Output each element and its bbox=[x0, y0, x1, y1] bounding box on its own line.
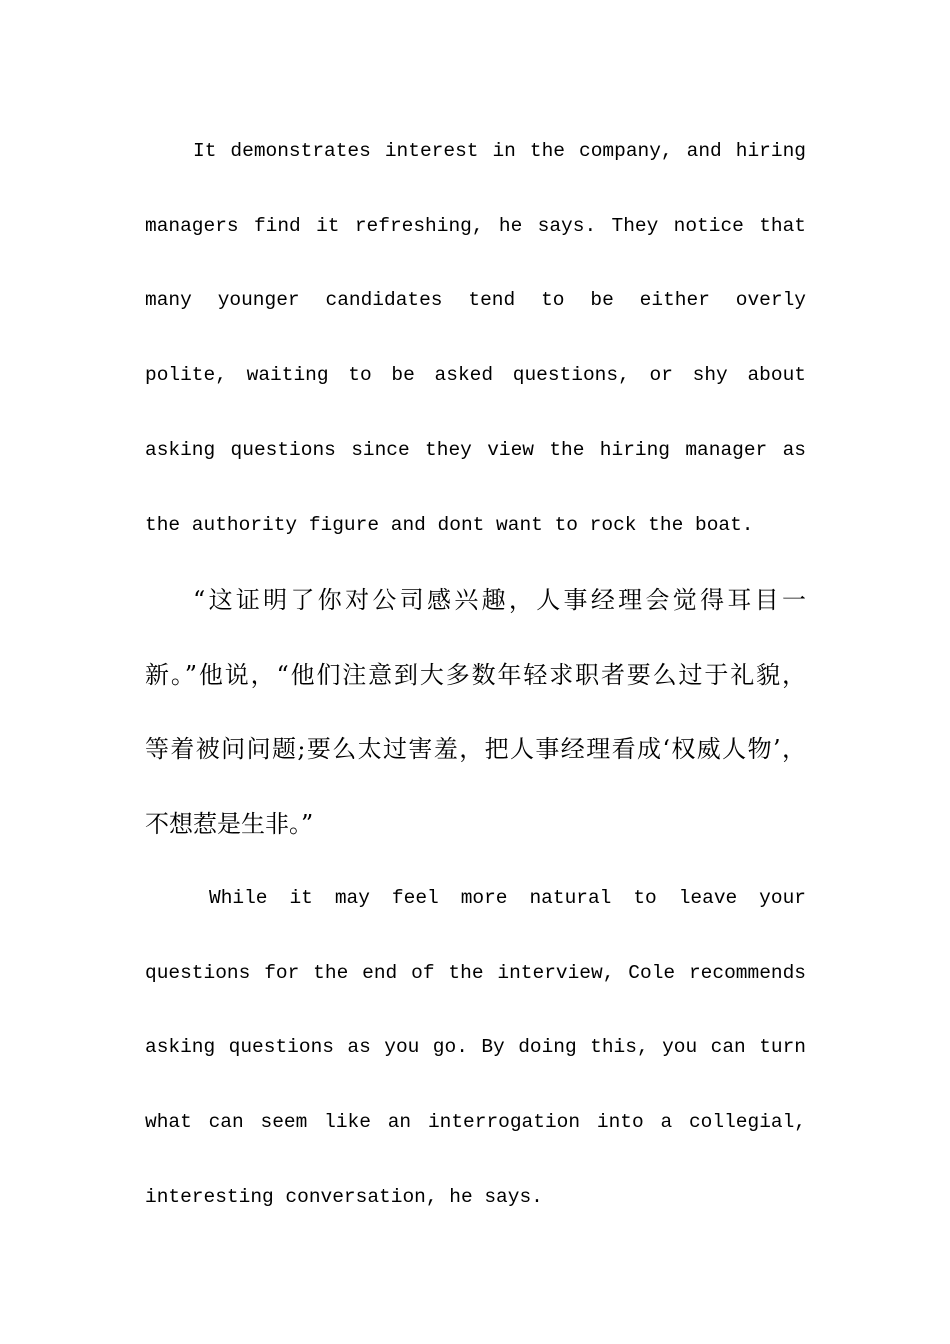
paragraph-english-2 bbox=[145, 861, 806, 1235]
text-line: questions for the end of the interview, Cole recommends bbox=[145, 961, 806, 984]
text-line: interesting conversation, he says. bbox=[145, 1185, 543, 1208]
text-line: While it may feel more natural to leave your bbox=[209, 887, 806, 909]
text-line: It demonstrates interest in the company, and hiring bbox=[193, 140, 806, 162]
text-line: 等着被问问题;要么太过害羞，把人事经理看成‘权威人物’， bbox=[145, 735, 806, 764]
text-line: asking questions since they view the hiring manager as bbox=[145, 438, 806, 461]
text-line: “这证明了你对公司感兴趣，人事经理会觉得耳目一 bbox=[193, 586, 806, 614]
text-line: what can seem like an interrogation into a collegial, bbox=[145, 1111, 806, 1134]
text-line: managers find it refreshing, he says. They notice that bbox=[145, 214, 806, 237]
paragraph-english-1 bbox=[145, 114, 806, 562]
text-line: 新。”他说，“他们注意到大多数年轻求职者要么过于礼貌， bbox=[145, 660, 806, 689]
text-line: asking questions as you go. By doing this, you can turn bbox=[145, 1036, 806, 1059]
text-line: 不想惹是生非。” bbox=[145, 810, 314, 839]
paragraph-chinese-translation bbox=[145, 563, 806, 862]
text-line: the authority figure and dont want to rock the boat. bbox=[145, 513, 754, 536]
text-line: many younger candidates tend to be either overly bbox=[145, 289, 806, 312]
text-line: polite, waiting to be asked questions, or shy about bbox=[145, 364, 806, 387]
